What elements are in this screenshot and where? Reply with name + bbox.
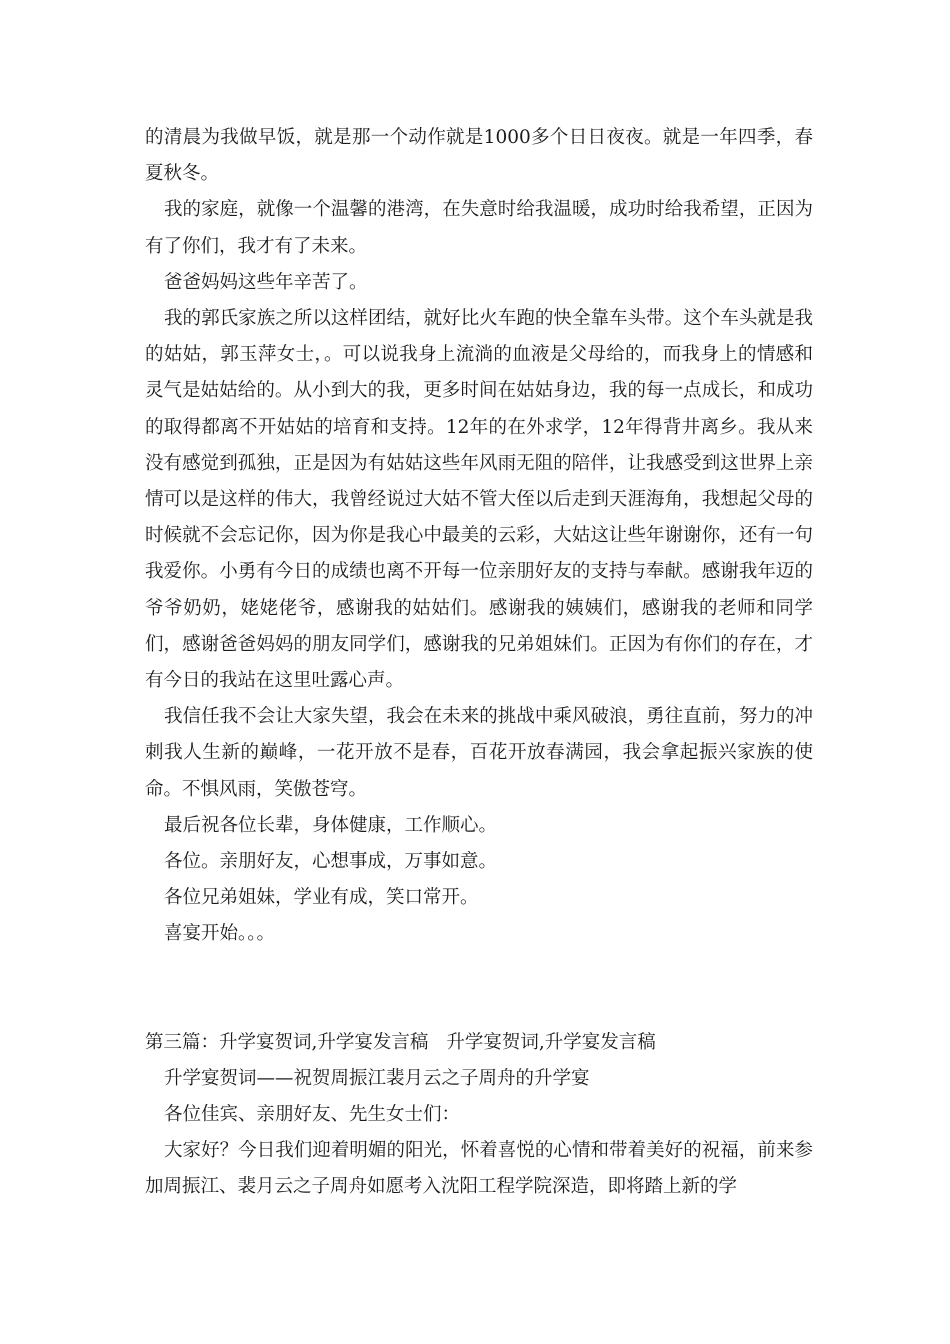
paragraph-salutation: 各位佳宾、亲朋好友、先生女士们： bbox=[164, 1104, 461, 1126]
paragraph-wish-elders: 最后祝各位长辈，身体健康，工作顺心。 bbox=[164, 814, 498, 836]
paragraph-parents-thanks: 爸爸妈妈这些年辛苦了。 bbox=[164, 271, 368, 293]
section-spacer bbox=[145, 953, 813, 1025]
section-title-main: 第三篇：升学宴贺词,升学宴发言稿 bbox=[145, 1031, 429, 1053]
section-title bbox=[145, 1025, 813, 1061]
paragraph-promise: 我信任我不会让大家失望，我会在未来的挑战中乘风破浪，勇往直前，努力的冲刺我人生新的巅峰，一花开放不是春，百花开放春满园，我会拿起振兴家族的使命。不惧风雨，笑傲苍穹。 bbox=[145, 706, 813, 800]
paragraph-speech-heading: 升学宴贺词——祝贺周振江裴月云之子周舟的升学宴 bbox=[164, 1067, 590, 1089]
paragraph-family-harbor: 我的家庭，就像一个温馨的港湾，在失意时给我温暖，成功时给我希望，正因为有了你们，我才有了未来。 bbox=[145, 199, 813, 257]
paragraph-greeting: 大家好？今日我们迎着明媚的阳光，怀着喜悦的心情和带着美好的祝福，前来参加周振江、裴月云之子周舟如愿考入沈阳工程学院深造，即将踏上新的学 bbox=[145, 1140, 813, 1198]
section-title-secondary: 升学宴贺词,升学宴发言稿 bbox=[446, 1031, 656, 1053]
paragraph-continuation: 的清晨为我做早饭，就是那一个动作就是1000多个日日夜夜。就是一年四季，春夏秋冬。 bbox=[145, 127, 813, 185]
document-body bbox=[145, 120, 813, 1206]
paragraph-aunt-tribute: 我的郭氏家族之所以这样团结，就好比火车跑的快全靠车头带。这个车头就是我的姑姑，郭玉萍女士，。可以说我身上流淌的血液是父母给的，而我身上的情感和灵气是姑姑给的。从小到大的我，更多时间在姑姑身边，我的每一点成长，和成功的取得都离不开姑姑的培育和支持。12年的在外求学，12年得背井离乡。我从来没有感觉到孤独，正是因为有姑姑这些年风雨无阻的陪伴，让我感受到这世界上亲情可以是这样的伟大，我曾经说过大姑不管大侄以后走到天涯海角，我想起父母的时候就不会忘记你，因为你是我心中最美的云彩，大姑这让些年谢谢你，还有一句我爱你。小勇有今日的成绩也离不开每一位亲朋好友的支持与奉献。感谢我年迈的爷爷奶奶，姥姥佬爷，感谢我的姑姑们。感谢我的姨姨们，感谢我的老师和同学们，感谢爸爸妈妈的朋友同学们，感谢我的兄弟姐妹们。正因为有你们的存在，才有今日的我站在这里吐露心声。 bbox=[145, 308, 813, 692]
paragraph-wish-friends: 各位。亲朋好友，心想事成，万事如意。 bbox=[164, 851, 498, 873]
paragraph-wish-siblings: 各位兄弟姐妹，学业有成，笑口常开。 bbox=[164, 887, 479, 909]
paragraph-banquet-start: 喜宴开始。。。 bbox=[164, 923, 276, 945]
